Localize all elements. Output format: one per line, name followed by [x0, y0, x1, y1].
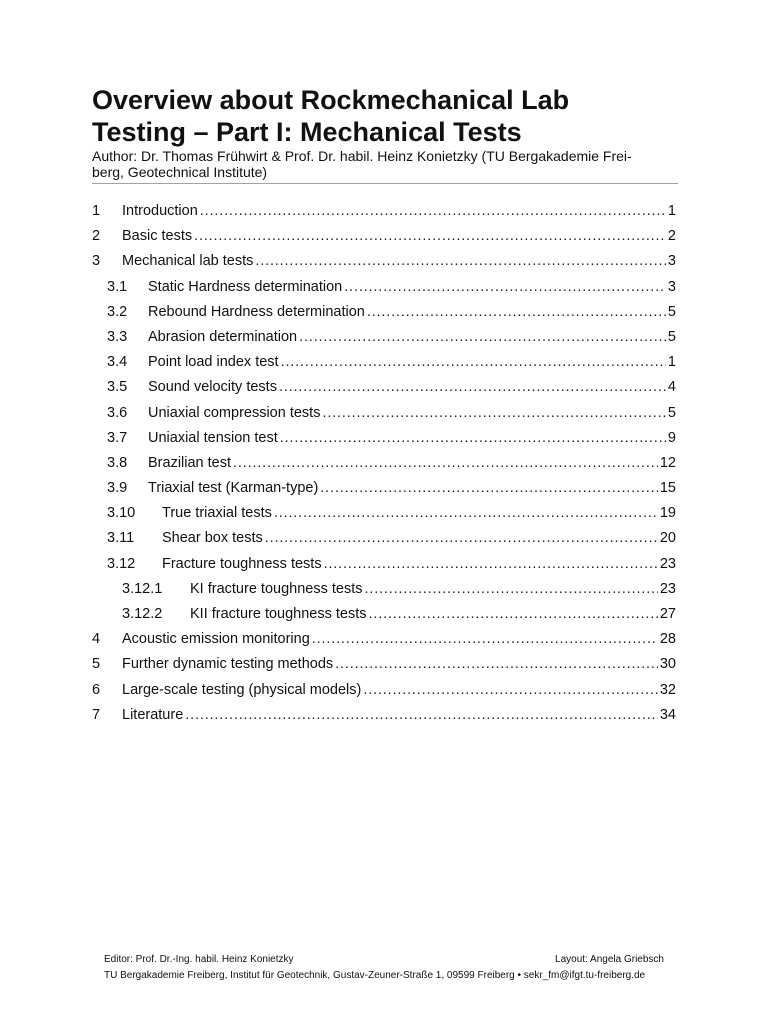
toc-entry[interactable] — [0, 552, 768, 577]
toc-entry-number: 3 — [92, 253, 101, 270]
author-line-2: berg, Geotechnical Institute) — [92, 164, 268, 180]
toc-entry-number: 3.12.1 — [122, 580, 163, 597]
toc-entry-number: 3.11 — [107, 530, 135, 547]
toc-entry-label: Point load index test — [148, 354, 279, 371]
toc-entry[interactable] — [0, 350, 768, 375]
toc-entry-line — [122, 703, 676, 728]
toc-dot-leader — [299, 325, 666, 350]
page-footer — [104, 952, 664, 984]
toc-entry-page: 5 — [667, 328, 676, 345]
toc-entry-number: 3.7 — [107, 429, 128, 446]
toc-entry-label: Basic tests — [122, 228, 193, 245]
toc-entry-line — [148, 451, 676, 476]
toc-dot-leader — [255, 249, 666, 274]
toc-entry-number: 4 — [92, 631, 101, 648]
toc-dot-leader — [344, 275, 666, 300]
toc-dot-leader — [265, 526, 658, 551]
footer-editor: Editor: Prof. Dr.-Ing. habil. Heinz Konietzky — [104, 954, 294, 965]
toc-entry-line — [190, 577, 676, 602]
toc-dot-leader — [185, 703, 658, 728]
toc-entry-page: 19 — [659, 505, 676, 522]
toc-entry-number: 3.6 — [107, 404, 128, 421]
toc-entry-line — [122, 652, 676, 677]
footer-layout: Layout: Angela Griebsch — [555, 954, 664, 965]
toc-entry-line — [148, 275, 676, 300]
toc-entry-line — [162, 552, 676, 577]
toc-entry-page: 3 — [667, 253, 676, 270]
toc-entry-line — [148, 426, 676, 451]
toc-entry-label: KI fracture toughness tests — [190, 580, 363, 597]
toc-entry-page: 5 — [667, 303, 676, 320]
toc-entry-line — [148, 401, 676, 426]
table-of-contents — [0, 199, 768, 728]
toc-entry-page: 20 — [659, 530, 676, 547]
toc-entry-number: 2 — [92, 228, 101, 245]
toc-entry-label: Uniaxial compression tests — [148, 404, 321, 421]
toc-entry-line — [162, 501, 676, 526]
toc-entry-line — [122, 678, 676, 703]
toc-entry-line — [148, 375, 676, 400]
toc-entry-page: 23 — [659, 555, 676, 572]
toc-entry[interactable] — [0, 501, 768, 526]
toc-entry-label: Large-scale testing (physical models) — [122, 681, 362, 698]
toc-entry-line — [122, 249, 676, 274]
toc-dot-leader — [200, 199, 666, 224]
toc-entry-page: 12 — [659, 454, 676, 471]
toc-entry-line — [122, 627, 676, 652]
toc-entry-page: 15 — [659, 480, 676, 497]
toc-dot-leader — [280, 426, 666, 451]
footer-address: TU Bergakademie Freiberg, Institut für Geotechnik, Gustav-Zeuner-Straße 1, 09599 Freiberg • sekr_fm@ifgt.tu-freiberg.de — [104, 970, 646, 981]
toc-entry-page: 34 — [659, 706, 676, 723]
toc-entry-number: 7 — [92, 706, 101, 723]
toc-dot-leader — [279, 375, 666, 400]
toc-entry-label: Uniaxial tension test — [148, 429, 278, 446]
toc-entry[interactable] — [0, 451, 768, 476]
toc-entry-line — [190, 602, 676, 627]
toc-dot-leader — [322, 401, 665, 426]
toc-entry-label: Brazilian test — [148, 454, 232, 471]
toc-entry[interactable] — [0, 627, 768, 652]
toc-dot-leader — [335, 652, 658, 677]
toc-entry-label: Acoustic emission monitoring — [122, 631, 310, 648]
toc-entry[interactable] — [0, 652, 768, 677]
toc-entry-label: Triaxial test (Karman-type) — [148, 480, 319, 497]
toc-entry-page: 9 — [667, 429, 676, 446]
toc-entry-number: 3.9 — [107, 480, 128, 497]
toc-entry-label: Static Hardness determination — [148, 278, 343, 295]
toc-entry[interactable] — [0, 375, 768, 400]
toc-entry-label: Introduction — [122, 203, 198, 219]
toc-entry-label: Sound velocity tests — [148, 379, 277, 396]
toc-entry[interactable] — [0, 300, 768, 325]
toc-entry-number: 3.5 — [107, 379, 128, 396]
toc-entry-label: Further dynamic testing methods — [122, 656, 334, 673]
toc-entry[interactable] — [0, 678, 768, 703]
toc-dot-leader — [312, 627, 658, 652]
toc-entry[interactable] — [0, 199, 768, 224]
toc-entry-page: 5 — [667, 404, 676, 421]
toc-dot-leader — [369, 602, 658, 627]
toc-entry[interactable] — [0, 401, 768, 426]
toc-entry-label: Shear box tests — [162, 530, 263, 547]
toc-dot-leader — [281, 350, 666, 375]
toc-entry-label: Rebound Hardness determination — [148, 303, 365, 320]
toc-entry[interactable] — [0, 526, 768, 551]
document-title — [92, 84, 692, 148]
toc-entry-page: 28 — [659, 631, 676, 648]
toc-dot-leader — [320, 476, 658, 501]
toc-entry-line — [122, 224, 676, 249]
toc-entry-line — [148, 300, 676, 325]
toc-entry-number: 5 — [92, 656, 101, 673]
toc-entry-page: 1 — [667, 354, 676, 371]
toc-entry[interactable] — [0, 325, 768, 350]
toc-entry[interactable] — [0, 577, 768, 602]
toc-entry-line — [122, 199, 676, 224]
toc-entry-page: 32 — [659, 681, 676, 698]
toc-dot-leader — [364, 577, 657, 602]
author-line-1: Author: Dr. Thomas Frühwirt & Prof. Dr. habil. Heinz Konietzky (TU Bergakademie Frei- — [92, 148, 632, 164]
toc-dot-leader — [324, 552, 658, 577]
toc-entry-number: 3.1 — [107, 278, 128, 295]
toc-entry-label: Fracture toughness tests — [162, 555, 322, 572]
toc-entry[interactable] — [0, 703, 768, 728]
toc-entry[interactable] — [0, 602, 768, 627]
toc-entry[interactable] — [0, 224, 768, 249]
toc-entry-line — [162, 526, 676, 551]
toc-entry-number: 3.3 — [107, 328, 128, 345]
toc-entry[interactable] — [0, 249, 768, 274]
toc-entry-page: 30 — [659, 656, 676, 673]
toc-entry-number: 3.12.2 — [122, 606, 163, 622]
toc-entry-line — [148, 476, 676, 501]
author-line — [92, 148, 682, 180]
toc-entry-number: 3.12 — [107, 555, 136, 572]
toc-entry-number: 3.10 — [107, 505, 136, 522]
toc-dot-leader — [367, 300, 666, 325]
toc-entry-page: 23 — [659, 580, 676, 597]
toc-entry-line — [148, 350, 676, 375]
toc-entry[interactable] — [0, 476, 768, 501]
toc-entry-page: 3 — [667, 278, 676, 295]
toc-entry[interactable] — [0, 275, 768, 300]
toc-entry-number: 3.8 — [107, 454, 128, 471]
toc-entry-line — [148, 325, 676, 350]
toc-entry-label: Literature — [122, 706, 184, 723]
toc-entry-page: 1 — [667, 203, 676, 219]
title-line-2: Testing – Part I: Mechanical Tests — [92, 117, 522, 147]
toc-entry-number: 6 — [92, 681, 101, 698]
toc-dot-leader — [194, 224, 666, 249]
toc-entry-number: 3.2 — [107, 303, 128, 320]
toc-entry-number: 1 — [92, 203, 101, 219]
toc-entry-page: 4 — [667, 379, 676, 396]
toc-entry[interactable] — [0, 426, 768, 451]
toc-dot-leader — [274, 501, 658, 526]
toc-entry-page: 2 — [667, 228, 676, 245]
toc-entry-number: 3.4 — [107, 354, 128, 371]
toc-entry-label: Mechanical lab tests — [122, 253, 254, 270]
title-line-1: Overview about Rockmechanical Lab — [92, 85, 570, 115]
toc-entry-label: KII fracture toughness tests — [190, 606, 367, 622]
title-divider — [92, 183, 678, 184]
toc-entry-page: 27 — [659, 606, 676, 622]
toc-dot-leader — [233, 451, 658, 476]
toc-entry-label: True triaxial tests — [162, 505, 272, 522]
toc-entry-label: Abrasion determination — [148, 328, 298, 345]
toc-dot-leader — [363, 678, 658, 703]
